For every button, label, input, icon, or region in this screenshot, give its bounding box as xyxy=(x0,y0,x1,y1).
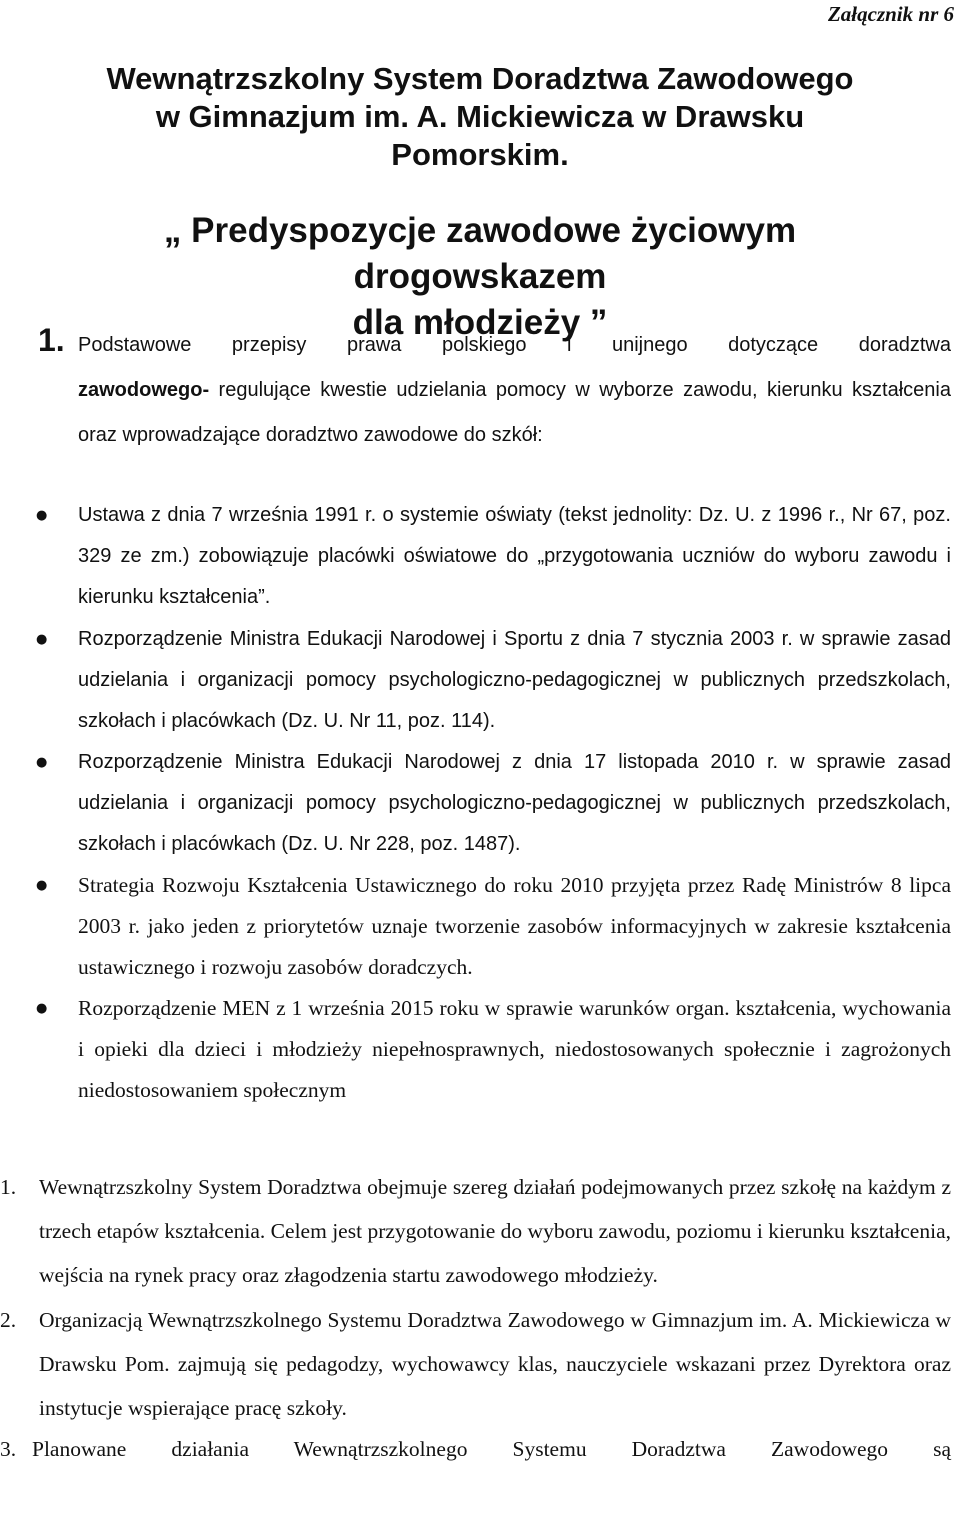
list-item xyxy=(0,495,951,618)
list-item-text: Ustawa z dnia 7 września 1991 r. o systemie oświaty (tekst jednolity: Dz. U. z 1996 r., Nr 67, poz. 329 ze zm.) zobowiązuje placówki oświatowe do „przygotowania uczniów do wyboru zawodu i kierunku kształcenia”. xyxy=(78,504,951,608)
title-line-1: Wewnątrzszkolny System Doradztwa Zawodowego xyxy=(106,61,854,96)
item-text: Planowane działania Wewnątrzszkolnego Systemu Doradztwa Zawodowego są xyxy=(32,1437,951,1461)
list-item xyxy=(0,865,951,988)
bullet-icon: ● xyxy=(36,1001,48,1016)
section-1-lead-rest: regulujące kwestie udzielania pomocy w wyborze zawodu, kierunku kształcenia oraz wprowadzające doradztwo zawodowe do szkół: xyxy=(78,379,951,446)
item-number: 2. xyxy=(0,1308,17,1332)
bullet-icon: ● xyxy=(36,508,48,523)
title-line-2: w Gimnazjum im. A. Mickiewicza w Drawsku Pomorskim. xyxy=(155,99,805,172)
section-1-lead-line: Podstawowe przepisy prawa polskiego i unijnego dotyczące doradztwa xyxy=(78,334,951,356)
numbered-item xyxy=(0,1298,951,1430)
list-item xyxy=(0,619,951,742)
bullet-icon: ● xyxy=(36,878,48,893)
list-item-text: Rozporządzenie MEN z 1 września 2015 roku w sprawie warunków organ. kształcenia, wychowania i opieki dla dzieci i młodzieży niepełnosprawnych, niedostosowanych społecznie i zagrożonych niedostosowaniem społecznym xyxy=(78,996,951,1102)
list-item xyxy=(0,742,951,865)
legal-acts-list xyxy=(0,495,951,1111)
item-number: 1. xyxy=(0,1175,17,1199)
section-1-intro xyxy=(78,323,951,457)
section-1-lead-bold: zawodowego- xyxy=(78,379,210,401)
list-item-text: Strategia Rozwoju Kształcenia Ustawicznego do roku 2010 przyjęta przez Radę Ministrów 8 lipca 2003 r. jako jeden z priorytetów uznaje tworzenie zasobów informacyjnych w zakresie kształcenia ustawicznego i rozwoju zasobów doradczych. xyxy=(78,873,951,979)
numbered-item xyxy=(0,1427,951,1471)
numbered-item xyxy=(0,1165,951,1297)
motto-line-2: dla młodzieży ” xyxy=(352,303,608,342)
item-number: 3. xyxy=(0,1437,17,1461)
list-item-text: Rozporządzenie Ministra Edukacji Narodowej i Sportu z dnia 7 stycznia 2003 r. w sprawie zasad udzielania i organizacji pomocy psychologiczno-pedagogicznej w publicznych przedszkolach, szkołach i placówkach (Dz. U. Nr 11, poz. 114). xyxy=(78,628,951,732)
document-title xyxy=(80,60,880,174)
list-item-text: Rozporządzenie Ministra Edukacji Narodowej z dnia 17 listopada 2010 r. w sprawie zasad udzielania i organizacji pomocy psychologiczno-pedagogicznej w publicznych przedszkolach, szkołach i placówkach (Dz. U. Nr 228, poz. 1487). xyxy=(78,751,951,855)
attachment-label: Załącznik nr 6 xyxy=(827,2,954,26)
bullet-icon: ● xyxy=(36,755,48,770)
numbered-points xyxy=(0,1165,951,1471)
motto-line-1: „ Predyspozycje zawodowe życiowym drogowskazem xyxy=(163,211,797,296)
bullet-icon: ● xyxy=(36,632,48,647)
list-item xyxy=(0,988,951,1111)
item-text: Wewnątrzszkolny System Doradztwa obejmuje szereg działań podejmowanych przez szkołę na każdym z trzech etapów kształcenia. Celem jest przygotowanie do wyboru zawodu, poziomu i kierunku kształcenia, wejścia na rynek pracy oraz złagodzenia startu zawodowego młodzieży. xyxy=(39,1175,951,1287)
section-1-number: 1. xyxy=(38,322,65,358)
item-text: Organizacją Wewnątrzszkolnego Systemu Doradztwa Zawodowego w Gimnazjum im. A. Mickiewicza w Drawsku Pom. zajmują się pedagodzy, wychowawcy klas, nauczyciele wskazani przez Dyrektora oraz instytucje wspierające pracę szkoły. xyxy=(39,1308,951,1420)
